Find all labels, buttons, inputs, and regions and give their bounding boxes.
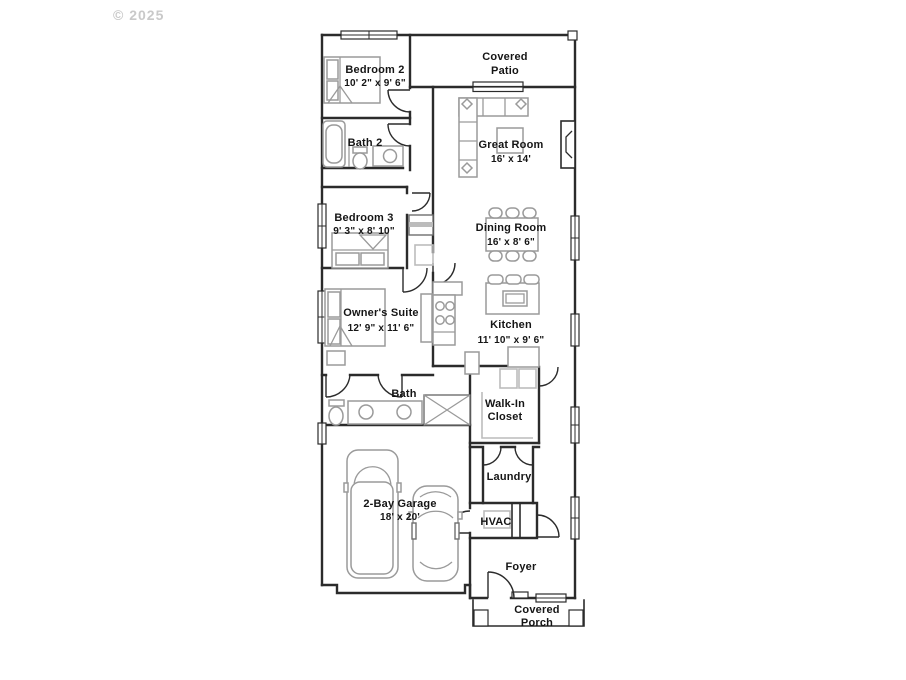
sink [397,405,411,419]
hall-chase [409,215,433,265]
label-hvac: HVAC [480,516,512,528]
dresser [421,294,432,342]
label-patio-2: Patio [491,65,519,77]
label-great-room-dims: 16' x 14' [491,154,531,165]
label-bedroom2: Bedroom 2 [345,64,405,76]
patio-slider-inner [473,87,523,92]
label-owners-suite: Owner's Suite [343,307,419,319]
door-bath2 [388,124,410,146]
label-laundry: Laundry [486,471,532,483]
porch-post-left [474,610,488,626]
stool [488,275,503,284]
label-patio-1: Covered [482,51,528,63]
toilet [353,153,367,169]
sink [384,150,397,163]
label-porch-2: Porch [520,617,554,629]
label-bedroom3-dims: 9' 3" x 8' 10" [333,226,395,237]
wheel [455,523,459,539]
label-porch-1: Covered [514,604,560,616]
label-bath2: Bath 2 [347,137,383,149]
label-kitchen: Kitchen [490,319,532,331]
door-laundry-right [515,447,533,465]
bedroom3-bed [332,233,388,268]
label-garage: 2-Bay Garage [363,498,437,510]
patio-slider-outer [473,82,523,87]
fireplace-media [561,121,575,168]
cabinet [465,352,479,374]
label-walkin-2: Closet [487,411,523,423]
label-dining-room: Dining Room [475,222,547,234]
door-bedroom2 [388,90,410,112]
label-garage-dims: 18' x 20' [380,512,420,523]
label-bedroom3: Bedroom 3 [334,212,394,224]
wall-garage-front [322,585,470,593]
label-dining-room-dims: 16' x 8' 6" [487,237,535,248]
label-bedroom2-dims: 10' 2" x 9' 6" [344,78,406,89]
door-bath-left [326,375,350,397]
door-laundry-left [483,447,501,465]
door-bedroom3 [412,193,430,211]
nightstand [327,351,345,365]
sink [359,405,373,419]
door-front [488,572,514,598]
counter-top [433,282,462,295]
toilet [329,407,343,425]
label-owners-suite-dims: 12' 9" x 11' 6" [347,323,415,334]
label-kitchen-dims: 11' 10" x 9' 6" [477,335,545,346]
copyright-watermark: © 2025 [113,7,165,23]
door-hvac-foyer [537,515,559,537]
great-room-sofa [459,98,528,177]
door-walkin-closet [539,367,558,386]
wheel [412,523,416,539]
label-walkin-1: Walk-In [484,398,526,410]
stool [524,275,539,284]
label-bath: Bath [391,388,417,400]
door-owners-suite [403,268,427,292]
dining-set [486,208,538,261]
pantry-counter [508,347,539,367]
label-foyer: Foyer [505,561,537,573]
patio-post [568,31,577,40]
label-great-room: Great Room [478,139,544,151]
porch-post-right [569,610,583,626]
stool [506,275,521,284]
